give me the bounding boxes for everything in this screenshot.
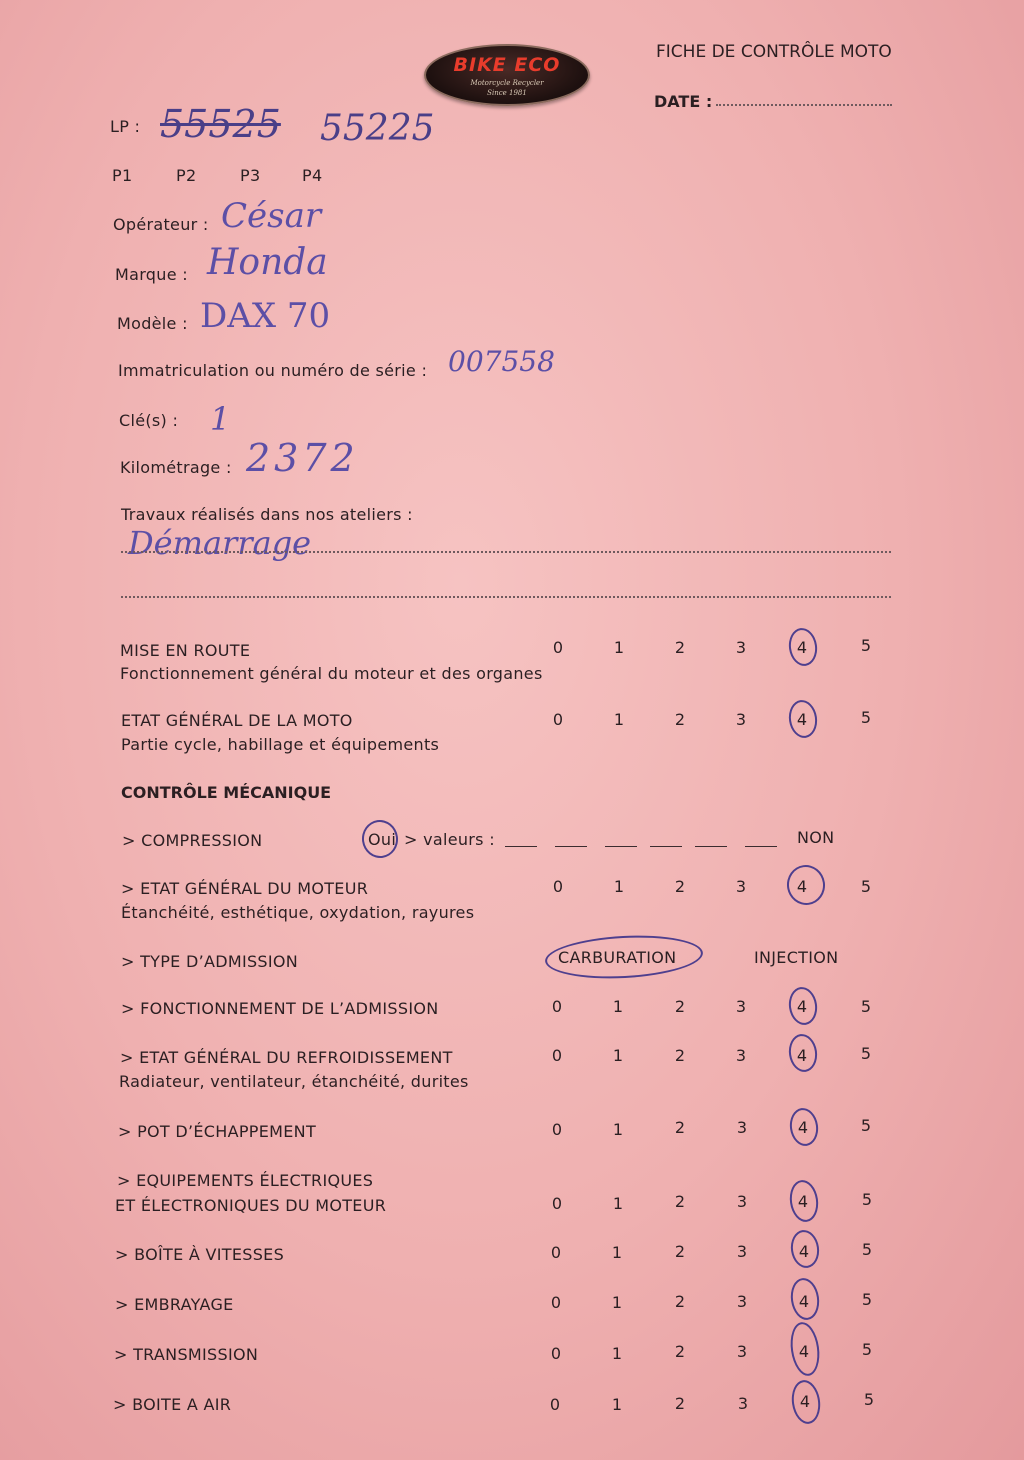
- position-p3[interactable]: P3: [240, 166, 261, 185]
- section-title-mecanique: CONTRÔLE MÉCANIQUE: [121, 783, 332, 802]
- selected-score-circle: [788, 1228, 821, 1270]
- date-field[interactable]: [716, 104, 892, 106]
- score-4[interactable]: 4: [798, 1342, 810, 1361]
- mise-en-route-subtitle: Fonctionnement général du moteur et des organes: [120, 664, 543, 683]
- score-2[interactable]: 2: [674, 1046, 686, 1065]
- score-0[interactable]: 0: [552, 638, 564, 657]
- fonct-admission-title: > FONCTIONNEMENT DE L’ADMISSION: [121, 999, 439, 1018]
- selected-score-circle: [787, 1106, 820, 1148]
- position-p2[interactable]: P2: [176, 166, 197, 185]
- score-5[interactable]: 5: [861, 1290, 873, 1309]
- compression-non[interactable]: NON: [797, 828, 835, 847]
- score-5[interactable]: 5: [860, 1116, 872, 1135]
- score-1[interactable]: 1: [611, 1395, 623, 1414]
- marque-value[interactable]: Honda: [207, 242, 328, 283]
- bike-eco-logo: [424, 44, 590, 106]
- compression-valeurs-label: > valeurs :: [404, 830, 495, 849]
- score-3[interactable]: 3: [736, 1342, 748, 1361]
- score-5[interactable]: 5: [863, 1390, 875, 1409]
- score-0[interactable]: 0: [550, 1243, 562, 1262]
- score-3[interactable]: 3: [736, 1118, 748, 1137]
- score-2[interactable]: 2: [674, 1118, 686, 1137]
- score-1[interactable]: 1: [612, 1046, 624, 1065]
- travaux-line-2[interactable]: [121, 596, 891, 598]
- score-4[interactable]: 4: [797, 1118, 809, 1137]
- embrayage-title: > EMBRAYAGE: [115, 1295, 234, 1314]
- etat-moto-subtitle: Partie cycle, habillage et équipements: [121, 735, 440, 754]
- form-title: FICHE DE CONTRÔLE MOTO: [656, 42, 892, 62]
- score-0[interactable]: 0: [551, 997, 563, 1016]
- refroidissement-subtitle: Radiateur, ventilateur, étanchéité, durites: [119, 1072, 469, 1091]
- score-3[interactable]: 3: [737, 1394, 749, 1413]
- score-2[interactable]: 2: [674, 1342, 686, 1361]
- date-label: DATE :: [654, 92, 713, 111]
- score-3[interactable]: 3: [736, 1192, 748, 1211]
- compression-oui[interactable]: Oui: [368, 830, 397, 849]
- immat-label: Immatriculation ou numéro de série :: [118, 361, 428, 380]
- score-4[interactable]: 4: [796, 1046, 808, 1065]
- logo-tagline: Motorcycle Recycler: [470, 79, 544, 87]
- travaux-value[interactable]: Démarrage: [128, 524, 312, 562]
- score-3[interactable]: 3: [735, 638, 747, 657]
- score-0[interactable]: 0: [550, 1293, 562, 1312]
- transmission-title: > TRANSMISSION: [114, 1345, 259, 1364]
- score-1[interactable]: 1: [611, 1293, 623, 1312]
- score-4[interactable]: 4: [797, 1192, 809, 1211]
- mise-en-route-title: MISE EN ROUTE: [120, 641, 251, 660]
- cles-value[interactable]: 1: [210, 400, 231, 438]
- selected-carburation-circle: [544, 932, 704, 982]
- score-1[interactable]: 1: [612, 1120, 624, 1139]
- travaux-line-1[interactable]: [121, 551, 891, 553]
- valeur-blank-5[interactable]: [695, 846, 727, 847]
- etat-moteur-title: > ETAT GÉNÉRAL DU MOTEUR: [121, 879, 369, 898]
- selected-score-circle: [789, 1378, 823, 1425]
- selected-score-circle: [786, 626, 819, 668]
- score-1[interactable]: 1: [612, 1194, 624, 1213]
- score-4[interactable]: 4: [799, 1392, 811, 1411]
- selected-score-circle: [786, 698, 819, 740]
- selected-score-circle: [784, 863, 827, 908]
- score-0[interactable]: 0: [552, 877, 564, 896]
- score-4[interactable]: 4: [796, 997, 808, 1016]
- score-1[interactable]: 1: [613, 877, 625, 896]
- valeur-blank-6[interactable]: [745, 846, 777, 847]
- position-p1[interactable]: P1: [112, 166, 133, 185]
- selected-oui-circle: [360, 818, 401, 861]
- score-2[interactable]: 2: [674, 1192, 686, 1211]
- score-3[interactable]: 3: [735, 997, 747, 1016]
- score-1[interactable]: 1: [611, 1344, 623, 1363]
- score-2[interactable]: 2: [674, 638, 686, 657]
- score-2[interactable]: 2: [674, 997, 686, 1016]
- score-5[interactable]: 5: [860, 997, 872, 1016]
- valeur-blank-4[interactable]: [650, 846, 682, 847]
- score-3[interactable]: 3: [735, 1046, 747, 1065]
- score-0[interactable]: 0: [552, 710, 564, 729]
- score-2[interactable]: 2: [674, 1242, 686, 1261]
- option-carburation[interactable]: CARBURATION: [558, 948, 677, 967]
- kilometrage-value[interactable]: 2372: [246, 436, 359, 480]
- travaux-label: Travaux réalisés dans nos ateliers :: [121, 505, 413, 524]
- score-3[interactable]: 3: [735, 710, 747, 729]
- score-4[interactable]: 4: [796, 877, 808, 896]
- score-2[interactable]: 2: [674, 877, 686, 896]
- lp-label: LP :: [110, 117, 141, 136]
- operateur-label: Opérateur :: [113, 215, 209, 234]
- selected-score-circle: [787, 1320, 822, 1377]
- score-2[interactable]: 2: [674, 1394, 686, 1413]
- pot-title: > POT D’ÉCHAPPEMENT: [118, 1122, 317, 1141]
- score-0[interactable]: 0: [551, 1046, 563, 1065]
- score-0[interactable]: 0: [550, 1344, 562, 1363]
- option-injection[interactable]: INJECTION: [754, 948, 839, 967]
- admission-type-title: > TYPE D’ADMISSION: [121, 952, 299, 971]
- selected-score-circle: [786, 1032, 819, 1074]
- etat-moto-title: ETAT GÉNÉRAL DE LA MOTO: [121, 711, 353, 730]
- score-0[interactable]: 0: [549, 1395, 561, 1414]
- score-4[interactable]: 4: [798, 1292, 810, 1311]
- score-5[interactable]: 5: [861, 1340, 873, 1359]
- score-2[interactable]: 2: [674, 710, 686, 729]
- score-5[interactable]: 5: [860, 1044, 872, 1063]
- electrique-title-line2: ET ÉLECTRONIQUES DU MOTEUR: [115, 1196, 387, 1215]
- compression-title: > COMPRESSION: [122, 831, 263, 850]
- score-2[interactable]: 2: [674, 1292, 686, 1311]
- logo-text: BIKE ECO: [453, 54, 561, 76]
- logo-since: Since 1981: [487, 89, 527, 97]
- selected-score-circle: [787, 1178, 821, 1223]
- kilometrage-label: Kilométrage :: [120, 458, 232, 477]
- score-3[interactable]: 3: [736, 1242, 748, 1261]
- score-5[interactable]: 5: [860, 636, 872, 655]
- lp-value: 55225: [320, 108, 435, 149]
- selected-score-circle: [788, 1276, 822, 1321]
- cles-label: Clé(s) :: [119, 411, 179, 430]
- operateur-value[interactable]: César: [221, 196, 322, 236]
- score-1[interactable]: 1: [613, 710, 625, 729]
- score-0[interactable]: 0: [551, 1194, 563, 1213]
- score-4[interactable]: 4: [796, 638, 808, 657]
- valeur-blank-2[interactable]: [555, 846, 587, 847]
- lp-crossed-value: 55525: [160, 102, 281, 146]
- score-4[interactable]: 4: [798, 1242, 810, 1261]
- boite-vitesses-title: > BOÎTE À VITESSES: [115, 1245, 285, 1264]
- score-3[interactable]: 3: [735, 877, 747, 896]
- score-1[interactable]: 1: [611, 1243, 623, 1262]
- immat-value[interactable]: 007558: [448, 345, 555, 378]
- valeur-blank-1[interactable]: [505, 846, 537, 847]
- boite-air-title: > BOITE A AIR: [113, 1395, 232, 1414]
- refroidissement-title: > ETAT GÉNÉRAL DU REFROIDISSEMENT: [120, 1048, 453, 1067]
- electrique-title: > EQUIPEMENTS ÉLECTRIQUES: [117, 1171, 374, 1190]
- score-5[interactable]: 5: [861, 1240, 873, 1259]
- score-5[interactable]: 5: [860, 708, 872, 727]
- score-1[interactable]: 1: [612, 997, 624, 1016]
- modele-value[interactable]: DAX 70: [200, 296, 331, 336]
- modele-label: Modèle :: [117, 314, 188, 333]
- score-4[interactable]: 4: [796, 710, 808, 729]
- etat-moteur-subtitle: Étanchéité, esthétique, oxydation, rayures: [121, 903, 475, 922]
- marque-label: Marque :: [115, 265, 188, 284]
- score-5[interactable]: 5: [860, 877, 872, 896]
- position-p4[interactable]: P4: [302, 166, 323, 185]
- score-3[interactable]: 3: [736, 1292, 748, 1311]
- score-5[interactable]: 5: [861, 1190, 873, 1209]
- score-0[interactable]: 0: [551, 1120, 563, 1139]
- score-1[interactable]: 1: [613, 638, 625, 657]
- selected-score-circle: [786, 985, 819, 1027]
- valeur-blank-3[interactable]: [605, 846, 637, 847]
